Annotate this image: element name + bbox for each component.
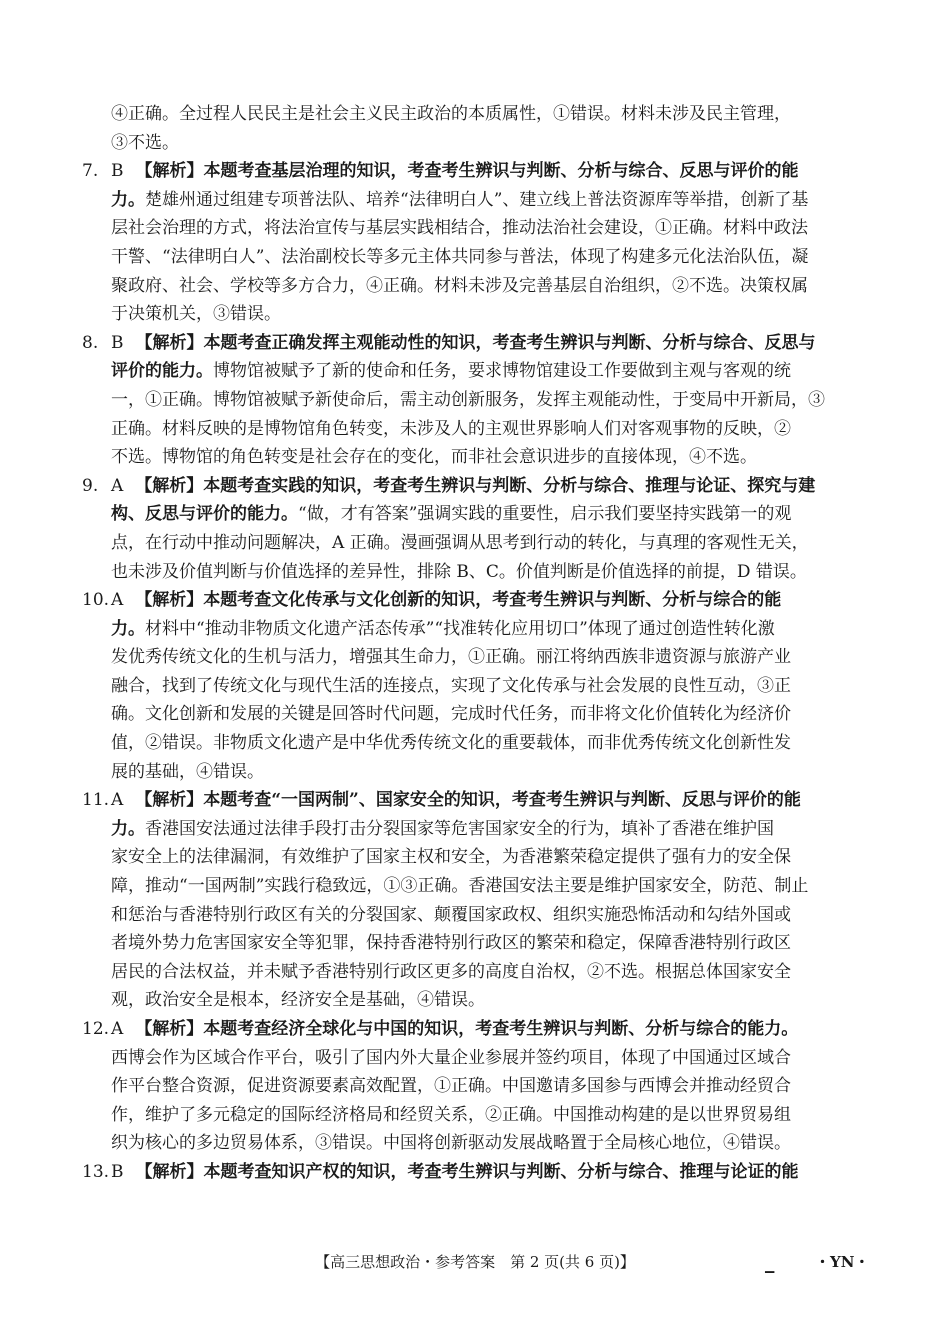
answer-item-first-line: [82, 472, 862, 501]
analysis-heading-continued: 力。: [111, 818, 145, 839]
answer-text-line: [82, 243, 862, 272]
answer-letter: B: [111, 332, 124, 353]
intro-line-2: ③不选。: [111, 132, 179, 153]
question-number: 12.: [82, 1019, 110, 1039]
answer-item: [82, 1158, 862, 1187]
answer-text-line: [82, 700, 862, 729]
answer-text-line: [82, 1044, 862, 1073]
analysis-text: 织为核心的多边贸易体系，③错误。中国将创新驱动发展战略置于全局核心地位，④错误。: [111, 1133, 791, 1154]
analysis-text: 层社会治理的方式，将法治宣传与基层实践相结合，推动法治社会建设，①正确。材料中政法: [111, 218, 808, 239]
answer-item: [82, 1015, 862, 1158]
question-number: 8.: [82, 332, 99, 353]
answer-item-first-line: [82, 786, 862, 815]
answer-text-line: [82, 558, 862, 587]
answer-text-line: [82, 815, 862, 844]
question-number: 11.: [82, 790, 110, 811]
analysis-heading-continued: 构、反思与评价的能力。: [111, 504, 298, 525]
analysis-text: 和惩治与香港特别行政区有关的分裂国家、颠覆国家政权、组织实施恐怖活动和勾结外国或: [111, 904, 791, 925]
analysis-text: 作平台整合资源，促进资源要素高效配置，①正确。中国邀请多国参与西博会并推动经贸合: [111, 1076, 791, 1097]
analysis-text: 楚雄州通过组建专项普法队、培养“法律明白人”、建立线上普法资源库等举措，创新了基: [145, 189, 809, 210]
answer-letter: A: [111, 590, 124, 611]
analysis-heading: 【解析】本题考查文化传承与文化创新的知识，考查考生辨识与判断、分析与综合的能: [135, 590, 782, 611]
question-number: 13.: [82, 1161, 110, 1182]
answer-text-line: [82, 758, 862, 787]
analysis-text: 点，在行动中推动问题解决，A 正确。漫画强调从思考到行动的转化，与真理的客观性无关，: [111, 532, 809, 553]
answer-item: [82, 472, 862, 586]
analysis-heading: 【解析】本题考查实践的知识，考查考生辨识与判断、分析与综合、推理与论证、探究与建: [135, 475, 816, 496]
page-footer: [0, 1250, 950, 1274]
analysis-text: 一，①正确。博物馆被赋予新使命后，需主动创新服务，发挥主观能动性，于变局中开新局，③: [111, 389, 825, 410]
analysis-text: 干警、“法律明白人”、法治副校长等多元主体共同参与普法，体现了构建多元化法治队伍，凝: [111, 246, 809, 267]
analysis-text: 聚政府、社会、学校等多方合力，④正确。材料未涉及完善基层自治组织，②不选。决策权属: [111, 275, 808, 296]
question-number: 7.: [82, 161, 99, 182]
analysis-heading: 【解析】本题考查基层治理的知识，考查考生辨识与判断、分析与综合、反思与评价的能: [135, 161, 799, 182]
analysis-heading: 【解析】本题考查知识产权的知识，考查考生辨识与判断、分析与综合、推理与论证的能: [135, 1161, 799, 1182]
answer-letter: A: [111, 475, 124, 496]
answer-item: [82, 329, 862, 472]
analysis-text: 也未涉及价值判断与价值选择的差异性，排除 B、C。价值判断是价值选择的前提，D 错误。: [111, 561, 807, 582]
answer-text-line: [82, 872, 862, 901]
answer-text-line: [82, 1101, 862, 1130]
answer-item-first-line: [82, 586, 862, 615]
analysis-text: 发优秀传统文化的生机与活力，增强其生命力，①正确。丽江将纳西族非遗资源与旅游产业: [111, 647, 791, 668]
analysis-text: 西博会作为区域合作平台，吸引了国内外大量企业参展并签约项目，体现了中国通过区域合: [111, 1047, 791, 1068]
answer-text-line: [82, 357, 862, 386]
answer-item: [82, 786, 862, 1015]
analysis-text: 正确。材料反映的是博物馆角色转变，未涉及人的主观世界影响人们对客观事物的反映，②: [111, 418, 791, 439]
answer-item-first-line: [82, 1158, 862, 1187]
analysis-text: 于决策机关，③错误。: [111, 304, 281, 325]
answer-item: [82, 586, 862, 786]
answer-text-line: [82, 443, 862, 472]
analysis-text: 观，政治安全是根本，经济安全是基础，④错误。: [111, 990, 485, 1011]
analysis-text: 作，维护了多元稳定的国际经济格局和经贸关系，②正确。中国推动构建的是以世界贸易组: [111, 1104, 791, 1125]
answer-text-line: [82, 1072, 862, 1101]
answer-text-line: [82, 643, 862, 672]
answer-text-line: [82, 672, 862, 701]
answer-text-line: [82, 272, 862, 301]
analysis-heading: 【解析】本题考查“一国两制”、国家安全的知识，考查考生辨识与判断、反思与评价的能: [135, 790, 801, 811]
answer-text-line: [82, 958, 862, 987]
footer-title: 【高三思想政治・参考答案 第 2 页(共 6 页)】: [315, 1253, 635, 1271]
answer-text-line: [82, 214, 862, 243]
answer-text-line: [82, 615, 862, 644]
answer-text-line: [82, 415, 862, 444]
analysis-text: 者境外势力危害国家安全等犯罪，保持香港特别行政区的繁荣和稳定，保障香港特别行政区: [111, 933, 791, 954]
answer-text-line: [82, 500, 862, 529]
answer-letter: B: [111, 161, 124, 182]
answer-text-line: [82, 300, 862, 329]
analysis-heading: 【解析】本题考查经济全球化与中国的知识，考查考生辨识与判断、分析与综合的能力。: [135, 1019, 799, 1039]
answer-content: [82, 100, 862, 1187]
analysis-heading-continued: 评价的能力。: [111, 361, 213, 382]
analysis-text: 居民的合法权益，并未赋予香港特别行政区更多的高度自治权，②不选。根据总体国家安全: [111, 961, 791, 982]
answer-text-line: [82, 929, 862, 958]
analysis-heading-continued: 力。: [111, 618, 145, 639]
analysis-text: 值，②错误。非物质文化遗产是中华优秀传统文化的重要载体，而非优秀传统文化创新性发: [111, 733, 791, 754]
answer-item-first-line: [82, 157, 862, 186]
answer-text-line: [82, 901, 862, 930]
answer-letter: A: [111, 1019, 124, 1039]
footer-mark: ▁: [765, 1259, 775, 1273]
analysis-text: 展的基础，④错误。: [111, 761, 264, 782]
question-number: 9.: [82, 475, 99, 496]
analysis-text: 融合，找到了传统文化与现代生活的连接点，实现了文化传承与社会发展的良性互动，③正: [111, 675, 791, 696]
answer-text-line: [82, 1129, 862, 1158]
analysis-text: 材料中“推动非物质文化遗产活态传承”“找准转化应用切口”体现了通过创造性转化激: [145, 618, 775, 639]
answer-item: [82, 157, 862, 329]
analysis-text: 确。文化创新和发展的关键是回答时代问题，完成时代任务，而非将文化价值转化为经济价: [111, 704, 791, 725]
analysis-heading-continued: 力。: [111, 189, 145, 210]
answer-text-line: [82, 386, 862, 415]
analysis-text: 家安全上的法律漏洞，有效维护了国家主权和安全，为香港繁荣稳定提供了强有力的安全保: [111, 847, 791, 868]
analysis-text: 障，推动“一国两制”实践行稳致远，①③正确。香港国安法主要是维护国家安全，防范、制止: [111, 876, 809, 897]
answer-text-line: [82, 529, 862, 558]
footer-code: ・YN・: [815, 1253, 870, 1271]
answer-letter: B: [111, 1161, 124, 1182]
answer-item-first-line: [82, 329, 862, 358]
analysis-text: 香港国安法通过法律手段打击分裂国家等危害国家安全的行为，填补了香港在维护国: [145, 818, 774, 839]
intro-line-1: ④正确。全过程人民民主是社会主义民主政治的本质属性，①错误。材料未涉及民主管理，: [111, 104, 791, 124]
question-number: 10.: [82, 590, 110, 611]
answer-text-line: [82, 843, 862, 872]
answer-items: [82, 157, 862, 1186]
answer-text-line: [82, 986, 862, 1015]
answer-text-line: [82, 186, 862, 215]
answer-letter: A: [111, 790, 124, 811]
analysis-text: 不选。博物馆的角色转变是社会存在的变化，而非社会意识进步的直接体现，④不选。: [111, 447, 757, 468]
analysis-text: “做，才有答案”强调实践的重要性，启示我们要坚持实践第一的观: [298, 504, 792, 525]
answer-text-line: [82, 729, 862, 758]
analysis-text: 博物馆被赋予了新的使命和任务，要求博物馆建设工作要做到主观与客观的统: [213, 361, 791, 382]
analysis-heading: 【解析】本题考查正确发挥主观能动性的知识，考查考生辨识与判断、分析与综合、反思与: [135, 332, 816, 353]
answer-item-first-line: [82, 1015, 862, 1044]
